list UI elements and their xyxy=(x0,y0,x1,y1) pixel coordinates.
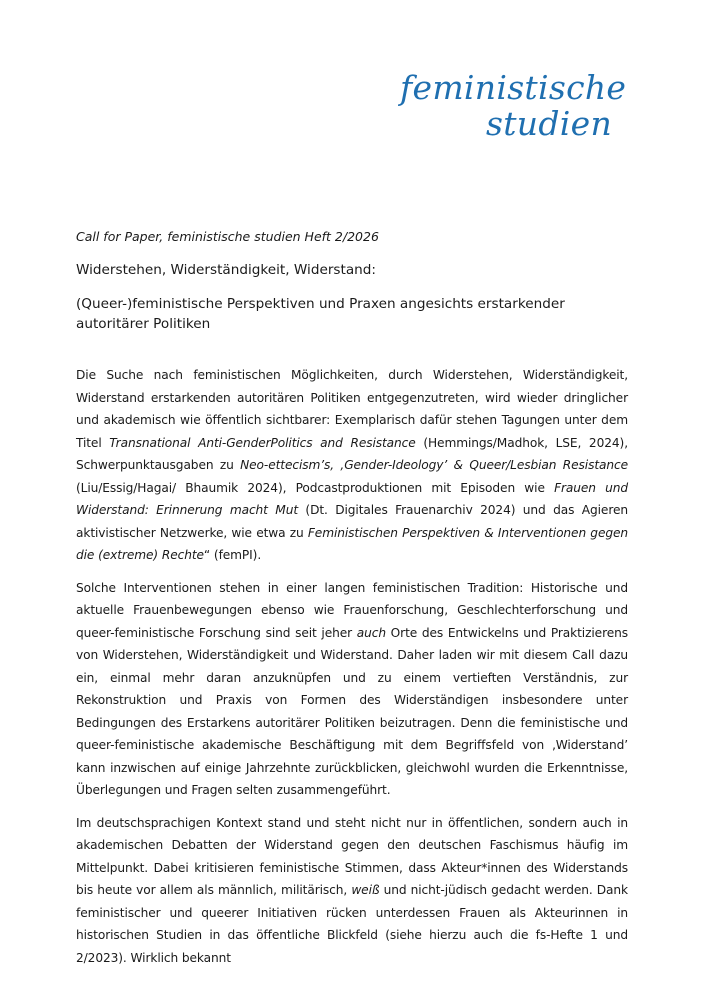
call-for-paper-line: Call for Paper, feministische studien Heft 2/2026 xyxy=(76,229,379,244)
text-run: “ (femPI). xyxy=(203,548,262,562)
italic-title: Neo-ettecism’s, ‚Gender-Ideology’ & Queer/Lesbian Resistance xyxy=(240,458,628,472)
text-run: (Hemmings/Madhok, LSE, 2024), Schwerpunktausgaben zu xyxy=(76,435,628,472)
text-run: Im deutschsprachigen Kontext stand und steht nicht nur in öffentlichen, sondern auch in akademischen Debatten der Widerstand gegen den deutschen Faschismus häufig im Mittelpunkt. Dabei kritisieren feministische Stimmen, dass Akteur*innen des Widerstands bis heute vor allem als männlich, militärisch, xyxy=(76,815,628,897)
italic-word: auch xyxy=(356,625,386,640)
text-run: und nicht-jüdisch gedacht werden. Dank feministischer und queerer Initiativen rücken unterdessen Frauen als Akteurinnen in historischen Studien in das öffentliche Blickfeld (siehe hierzu auch die fs-Hefte 1 und 2/2023). Wirklich bekannt xyxy=(76,883,628,965)
italic-word: weiß xyxy=(351,883,380,897)
italic-title: Feministischen Perspektiven & Interventionen gegen die (extreme) Rechte xyxy=(76,525,629,562)
paragraph-1 xyxy=(76,364,628,567)
logo-line-1: feministische xyxy=(400,68,627,107)
text-run: Orte des Entwickelns und Praktizierens von Widerstehen, Widerständigkeit und Widerstand. Daher laden wir mit diesem Call dazu ein, einmal mehr daran anzuknüpfen und zu einem vertieften Verständnis, zur Rekonstruktion und Praxis von Formen des Widerständigen insbesondere unter Bedingungen des Erstarkens autoritärer Politiken beizutragen. Denn die feministische und queer-feministische akademische Beschäftigung mit dem Begriffsfeld von ‚Widerstand’ kann inzwischen auf einige Jahrzehnte zurückblicken, gleichwohl wurden die Erkenntnisse, Überlegungen und Fragen selten zusammengeführt. xyxy=(76,625,628,797)
paragraph-3 xyxy=(76,812,628,970)
text-run: Solche Interventionen stehen in einer langen feministischen Tradition: Historische und aktuelle Frauenbewegungen ebenso wie Frauenforschung, Geschlechterforschung und queer-feministische Forschung sind seit jeher xyxy=(76,580,628,640)
italic-title: Transnational Anti-GenderPolitics and Resistance xyxy=(109,435,416,450)
document-subtitle: (Queer-)feministische Perspektiven und Praxen angesichts erstarkender autoritärer Politiken xyxy=(76,296,565,332)
logo-line-2: studien xyxy=(486,104,613,143)
text-run: (Dt. Digitales Frauenarchiv 2024) und das Agieren aktivistischer Netzwerke, wie etwa zu xyxy=(76,503,628,540)
document-title: Widerstehen, Widerständigkeit, Widerstand: xyxy=(76,262,376,278)
text-run: (Liu/Essig/Hagai/ Bhaumik 2024), Podcastproduktionen mit Episoden wie xyxy=(76,480,555,495)
text-run: Die Suche nach feministischen Möglichkeiten, durch Widerstehen, Widerständigkeit, Widerstand erstarkenden autoritären Politiken entgegenzutreten, wird wieder dringlicher und akademisch wie öffentlich sichtbarer: Exemplarisch dafür stehen Tagungen unter dem Titel xyxy=(76,368,628,450)
italic-title: Frauen und Widerstand: Erinnerung macht Mut xyxy=(76,480,628,517)
document-content xyxy=(76,228,628,979)
paragraph-2 xyxy=(76,577,628,802)
journal-logo xyxy=(400,68,627,143)
